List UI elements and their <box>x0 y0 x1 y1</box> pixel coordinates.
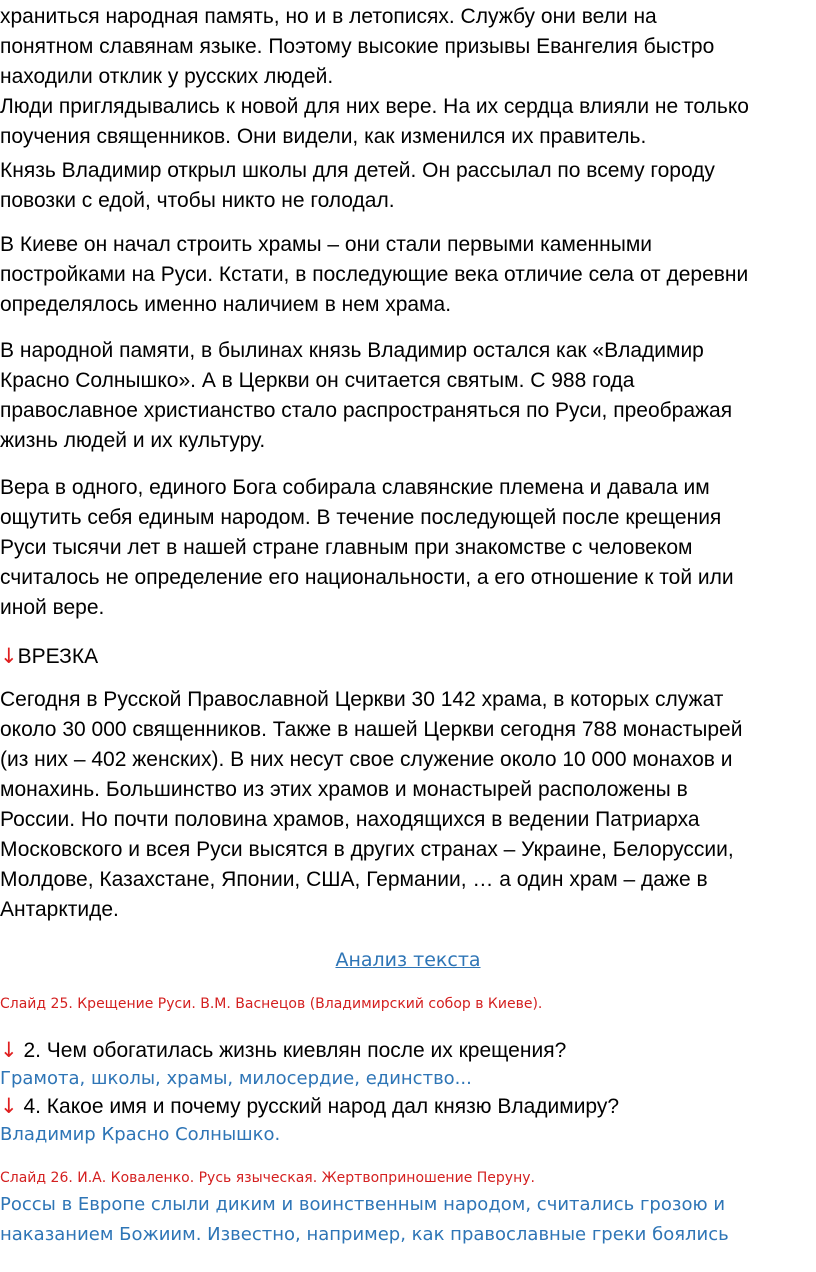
text-line: В народной памяти, в былинах князь Владимир остался как «Владимир <box>0 339 704 362</box>
text-line: постройками на Руси. Кстати, в последующие века отличие села от деревни <box>0 263 749 286</box>
text-line: поучения священников. Они видели, как изменился их правитель. <box>0 125 647 148</box>
insert-label <box>0 641 816 672</box>
arrow-down-icon: ↓ <box>0 1094 18 1118</box>
text-line: Красно Солнышко». А в Церкви он считается святым. С 988 года <box>0 369 635 392</box>
text-line: (из них – 402 женских). В них несут свое служение около 10 000 монахов и <box>0 748 733 771</box>
paragraph-2 <box>0 156 816 216</box>
arrow-down-icon: ↓ <box>0 1038 18 1062</box>
text-line: наказанием Божиим. Известно, например, как православные греки боялись <box>0 1224 729 1245</box>
paragraph-1 <box>0 2 816 152</box>
question-2 <box>0 1036 566 1065</box>
question-4-text: 4. Какое имя и почему русский народ дал князю Владимиру? <box>23 1095 620 1118</box>
analysis-heading[interactable]: Анализ текста <box>335 949 481 971</box>
paragraph-5 <box>0 473 816 623</box>
text-line: находили отклик у русских людей. <box>0 65 334 88</box>
text-line: ощутить себя единым народом. В течение последующей после крещения <box>0 506 722 529</box>
text-line: Люди приглядывались к новой для них вере. На их сердца влияли не только <box>0 95 749 118</box>
text-line: России. Но почти половина храмов, находящихся в ведении Патриарха <box>0 808 700 831</box>
text-line: Антарктиде. <box>0 898 119 921</box>
text-line: Московского и всея Руси высятся в других странах – Украине, Белоруссии, <box>0 838 734 861</box>
text-line: иной вере. <box>0 596 105 619</box>
insert-paragraph <box>0 685 816 925</box>
text-line: православное христианство стало распространяться по Руси, преображая <box>0 399 733 422</box>
arrow-down-icon: ↓ <box>0 644 18 668</box>
text-line: монахинь. Большинство из этих храмов и монастырей расположены в <box>0 778 688 801</box>
text-line: повозки с едой, чтобы никто не голодал. <box>0 189 395 212</box>
text-line: жизнь людей и их культуру. <box>0 429 266 452</box>
slide-25-caption: Слайд 25. Крещение Руси. В.М. Васнецов (Владимирский собор в Киеве). <box>0 996 543 1012</box>
text-line: Сегодня в Русской Православной Церкви 30 142 храма, в которых служат <box>0 688 724 711</box>
paragraph-4 <box>0 336 816 456</box>
text-line: В Киеве он начал строить храмы – они стали первыми каменными <box>0 233 652 256</box>
text-line: понятном славянам языке. Поэтому высокие призывы Евангелия быстро <box>0 35 715 58</box>
paragraph-3 <box>0 230 816 320</box>
text-line: определялось именно наличием в нем храма. <box>0 293 452 316</box>
text-line: около 30 000 священников. Также в нашей Церкви сегодня 788 монастырей <box>0 718 743 741</box>
answer-2: Грамота, школы, храмы, милосердие, единство... <box>0 1068 472 1089</box>
text-line: храниться народная память, но и в летописях. Службу они вели на <box>0 5 657 28</box>
text-line: Молдове, Казахстане, Японии, США, Германии, … а один храм – даже в <box>0 868 708 891</box>
insert-label-text: ВРЕЗКА <box>17 645 99 668</box>
question-4 <box>0 1092 619 1121</box>
slide-26-caption: Слайд 26. И.А. Коваленко. Русь языческая. Жертвоприношение Перуну. <box>0 1170 535 1186</box>
text-line: Князь Владимир открыл школы для детей. Он рассылал по всему городу <box>0 159 715 182</box>
question-2-text: 2. Чем обогатилась жизнь киевлян после их крещения? <box>23 1039 567 1062</box>
text-line: Россы в Европе слыли диким и воинственным народом, считались грозою и <box>0 1194 726 1215</box>
text-line: Вера в одного, единого Бога собирала славянские племена и давала им <box>0 476 710 499</box>
text-line: считалось не определение его национальности, а его отношение к той или <box>0 566 734 589</box>
text-line: Руси тысячи лет в нашей стране главным при знакомстве с человеком <box>0 536 693 559</box>
answer-4: Владимир Красно Солнышко. <box>0 1124 281 1145</box>
slide-26-text <box>0 1190 729 1250</box>
